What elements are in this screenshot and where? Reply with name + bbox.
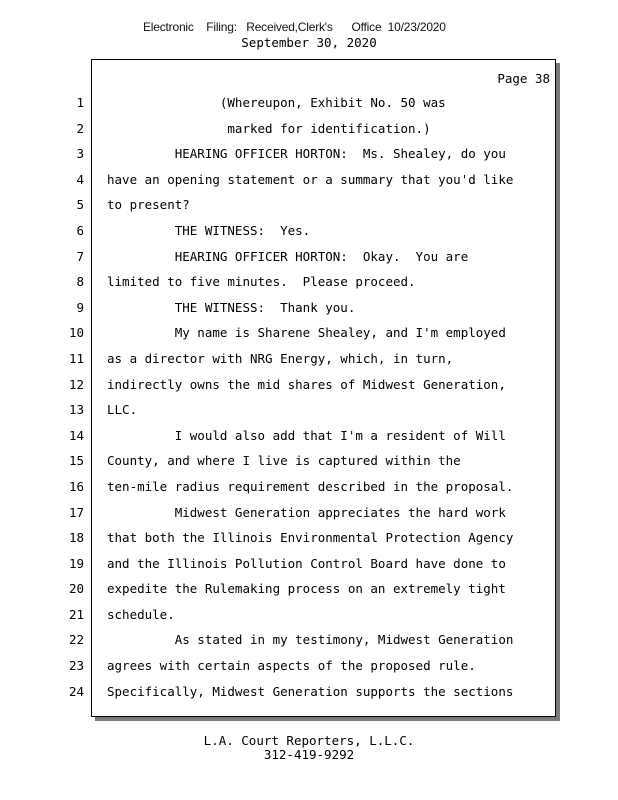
line-text: marked for identification.) xyxy=(107,120,431,136)
line-number: 4 xyxy=(76,171,84,187)
line-number: 18 xyxy=(68,530,84,546)
transcript-line xyxy=(0,397,618,423)
transcript-line xyxy=(0,167,618,193)
line-number: 11 xyxy=(68,350,84,366)
line-number: 5 xyxy=(76,197,84,213)
transcript-line xyxy=(0,474,618,500)
transcript-line xyxy=(0,116,618,142)
line-text: County, and where I live is captured within the xyxy=(107,453,461,469)
reporter-phone: 312-419-9292 xyxy=(263,747,355,762)
line-text: agrees with certain aspects of the proposed rule. xyxy=(107,658,476,674)
line-number: 20 xyxy=(68,581,84,597)
electronic-filing-stamp: Electronic Filing: Received,Clerk's Office 10/23/2020 xyxy=(143,20,446,34)
transcript-line xyxy=(0,269,618,295)
line-text: Midwest Generation appreciates the hard work xyxy=(107,504,506,520)
line-text: schedule. xyxy=(107,606,175,622)
line-number: 12 xyxy=(68,376,84,392)
page-number: Page 38 xyxy=(497,71,550,86)
line-text: expedite the Rulemaking process on an extremely tight xyxy=(107,581,506,597)
line-text: have an opening statement or a summary that you'd like xyxy=(107,171,514,187)
line-number: 16 xyxy=(68,478,84,494)
line-text: My name is Sharene Shealey, and I'm employed xyxy=(107,325,506,341)
line-number: 17 xyxy=(68,504,84,520)
line-number: 22 xyxy=(68,632,84,648)
transcript-line xyxy=(0,500,618,526)
transcript-line xyxy=(0,346,618,372)
line-text: that both the Illinois Environmental Protection Agency xyxy=(107,530,514,546)
line-number: 6 xyxy=(76,222,84,238)
transcript-line xyxy=(0,448,618,474)
line-text: Specifically, Midwest Generation supports the sections xyxy=(107,683,514,699)
transcript-line xyxy=(0,141,618,167)
transcript-line xyxy=(0,551,618,577)
line-number: 10 xyxy=(68,325,84,341)
transcript-line xyxy=(0,576,618,602)
line-number: 21 xyxy=(68,606,84,622)
line-number: 3 xyxy=(76,146,84,162)
line-number: 14 xyxy=(68,427,84,443)
line-text: ten-mile radius requirement described in the proposal. xyxy=(107,478,514,494)
line-text: HEARING OFFICER HORTON: Okay. You are xyxy=(107,248,469,264)
line-text: As stated in my testimony, Midwest Generation xyxy=(107,632,514,648)
line-text: THE WITNESS: Yes. xyxy=(107,222,311,238)
line-number: 1 xyxy=(76,95,84,110)
reporter-footer xyxy=(0,734,618,762)
line-number: 13 xyxy=(68,402,84,418)
transcript-line xyxy=(0,627,618,653)
transcript-lines xyxy=(0,90,618,704)
transcript-line xyxy=(0,295,618,321)
line-number: 19 xyxy=(68,555,84,571)
transcript-line xyxy=(0,192,618,218)
line-text: LLC. xyxy=(107,402,138,418)
line-number: 8 xyxy=(76,274,84,290)
line-text: THE WITNESS: Thank you. xyxy=(107,299,356,315)
line-text: I would also add that I'm a resident of Will xyxy=(107,427,506,443)
line-text: to present? xyxy=(107,197,190,213)
transcript-line xyxy=(0,320,618,346)
line-number: 2 xyxy=(76,120,84,136)
line-text: HEARING OFFICER HORTON: Ms. Shealey, do you xyxy=(107,146,506,162)
transcript-line xyxy=(0,372,618,398)
transcript-line xyxy=(0,525,618,551)
line-number: 9 xyxy=(76,299,84,315)
line-number: 24 xyxy=(68,683,84,699)
transcript-line xyxy=(0,679,618,705)
transcript-line xyxy=(0,244,618,270)
line-text: as a director with NRG Energy, which, in turn, xyxy=(107,350,454,366)
transcript-line xyxy=(0,90,618,116)
line-text: (Whereupon, Exhibit No. 50 was xyxy=(107,95,446,110)
reporter-company: L.A. Court Reporters, L.L.C. xyxy=(203,733,415,748)
line-text: and the Illinois Pollution Control Board have done to xyxy=(107,555,506,571)
line-text: limited to five minutes. Please proceed. xyxy=(107,274,416,290)
transcript-line xyxy=(0,423,618,449)
transcript-line xyxy=(0,218,618,244)
transcript-line xyxy=(0,653,618,679)
transcript-line xyxy=(0,602,618,628)
line-text: indirectly owns the mid shares of Midwest Generation, xyxy=(107,376,506,392)
line-number: 23 xyxy=(68,658,84,674)
line-number: 7 xyxy=(76,248,84,264)
transcript-date: September 30, 2020 xyxy=(241,35,377,50)
line-number: 15 xyxy=(68,453,84,469)
